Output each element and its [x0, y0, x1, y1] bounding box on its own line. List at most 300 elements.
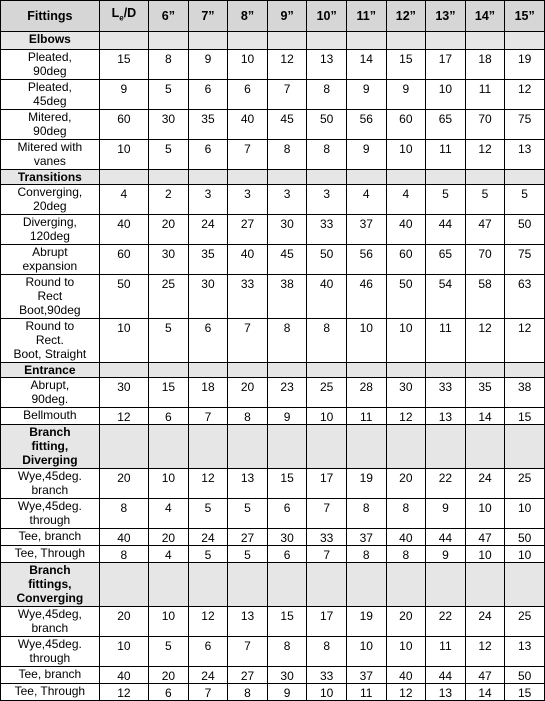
size-value: 40: [386, 215, 426, 245]
size-value: 15: [505, 408, 545, 425]
size-value: 12: [386, 684, 426, 701]
label-line: Rect: [37, 289, 63, 303]
label-line: Elbows: [28, 32, 71, 46]
section-label: [1, 563, 100, 607]
label-line: Boot, Straight: [13, 347, 87, 361]
size-value: 5: [188, 546, 228, 563]
size-value: 10: [228, 50, 268, 80]
empty-cell: [228, 32, 268, 50]
empty-cell: [267, 32, 307, 50]
table-row: [1, 110, 545, 140]
size-value: 7: [228, 637, 268, 667]
empty-cell: [267, 563, 307, 607]
fitting-name: [1, 607, 100, 637]
fitting-name: [1, 80, 100, 110]
size-header: 10”: [307, 1, 347, 32]
size-value: 7: [228, 140, 268, 170]
size-value: 6: [188, 319, 228, 363]
size-value: 45: [267, 110, 307, 140]
size-value: 40: [307, 275, 347, 319]
label-line: 120deg: [29, 229, 70, 243]
empty-cell: [228, 425, 268, 469]
size-value: 7: [228, 319, 268, 363]
table-row: [1, 275, 545, 319]
size-value: 7: [188, 408, 228, 425]
size-value: 5: [149, 80, 189, 110]
ld-value: 12: [99, 408, 148, 425]
ld-value: 8: [99, 546, 148, 563]
empty-cell: [188, 563, 228, 607]
size-value: 15: [386, 50, 426, 80]
table-row: [1, 684, 545, 701]
size-value: 10: [346, 319, 386, 363]
empty-cell: [149, 563, 189, 607]
size-value: 11: [465, 80, 505, 110]
fitting-name: [1, 529, 100, 546]
size-value: 40: [228, 245, 268, 275]
fitting-name: [1, 499, 100, 529]
size-value: 6: [188, 140, 228, 170]
size-value: 47: [465, 667, 505, 684]
empty-cell: [386, 563, 426, 607]
size-value: 9: [426, 546, 466, 563]
size-value: 14: [465, 684, 505, 701]
label-line: Converging,: [17, 185, 83, 199]
ld-header: $L_e/D$: [99, 1, 148, 32]
section-row: [1, 170, 545, 185]
ld-value: 40: [99, 529, 148, 546]
size-header: 8”: [228, 1, 268, 32]
size-value: 12: [386, 408, 426, 425]
label-line: Pleated,: [27, 50, 72, 64]
empty-cell: [99, 363, 148, 378]
size-value: 8: [307, 319, 347, 363]
size-value: 13: [307, 50, 347, 80]
size-value: 8: [307, 140, 347, 170]
size-value: 65: [426, 110, 466, 140]
empty-cell: [465, 563, 505, 607]
section-label: [1, 425, 100, 469]
empty-cell: [228, 170, 268, 185]
ld-value: 50: [99, 275, 148, 319]
size-value: 27: [228, 529, 268, 546]
size-value: 30: [188, 275, 228, 319]
label-line: Pleated,: [27, 80, 72, 94]
size-value: 20: [149, 667, 189, 684]
label-line: Round to: [25, 275, 75, 289]
label-line: Wye,45deg.: [17, 469, 82, 483]
size-value: 24: [188, 667, 228, 684]
size-value: 54: [426, 275, 466, 319]
size-value: 20: [228, 378, 268, 408]
size-value: 10: [465, 499, 505, 529]
size-value: 47: [465, 529, 505, 546]
empty-cell: [149, 32, 189, 50]
size-value: 56: [346, 245, 386, 275]
size-value: 22: [426, 469, 466, 499]
size-value: 10: [386, 637, 426, 667]
size-value: 10: [307, 684, 347, 701]
size-value: 30: [149, 110, 189, 140]
fitting-name: [1, 637, 100, 667]
table-row: [1, 469, 545, 499]
size-value: 30: [149, 245, 189, 275]
section-label: [1, 32, 100, 50]
section-row: [1, 425, 545, 469]
size-header: 11”: [346, 1, 386, 32]
size-value: 75: [505, 110, 545, 140]
size-value: 50: [307, 110, 347, 140]
ld-value: 30: [99, 378, 148, 408]
size-value: 4: [386, 185, 426, 215]
size-value: 5: [149, 140, 189, 170]
size-value: 18: [188, 378, 228, 408]
size-value: 13: [505, 140, 545, 170]
size-value: 7: [307, 546, 347, 563]
label-line: 90deg: [33, 124, 67, 138]
size-value: 17: [307, 469, 347, 499]
fitting-name: [1, 319, 100, 363]
table-row: [1, 215, 545, 245]
size-value: 17: [426, 50, 466, 80]
size-value: 33: [228, 275, 268, 319]
size-value: 50: [505, 667, 545, 684]
size-value: 25: [307, 378, 347, 408]
table-row: [1, 607, 545, 637]
size-value: 65: [426, 245, 466, 275]
size-value: 30: [267, 529, 307, 546]
size-value: 6: [188, 637, 228, 667]
empty-cell: [188, 363, 228, 378]
size-value: 27: [228, 215, 268, 245]
size-value: 33: [307, 529, 347, 546]
size-value: 24: [465, 469, 505, 499]
size-value: 24: [188, 215, 228, 245]
size-value: 38: [505, 378, 545, 408]
label-line: branch: [31, 621, 69, 635]
empty-cell: [505, 170, 545, 185]
size-value: 12: [505, 319, 545, 363]
size-value: 8: [267, 637, 307, 667]
size-value: 6: [267, 546, 307, 563]
empty-cell: [465, 32, 505, 50]
size-value: 5: [505, 185, 545, 215]
label-line: Tee, Through: [14, 546, 86, 560]
empty-cell: [188, 32, 228, 50]
size-value: 4: [149, 499, 189, 529]
label-line: Diverging: [22, 453, 78, 467]
size-value: 10: [149, 607, 189, 637]
label-line: Rect.: [35, 333, 64, 347]
size-value: 7: [188, 684, 228, 701]
empty-cell: [267, 363, 307, 378]
size-value: 8: [307, 80, 347, 110]
ld-value: 15: [99, 50, 148, 80]
table-body: [1, 32, 545, 701]
size-value: 40: [386, 667, 426, 684]
size-value: 10: [149, 469, 189, 499]
size-value: 15: [267, 469, 307, 499]
label-line: Tee, Through: [14, 684, 86, 698]
size-value: 7: [267, 80, 307, 110]
size-value: 5: [426, 185, 466, 215]
size-value: 15: [267, 607, 307, 637]
label-line: 45deg: [33, 94, 67, 108]
table-row: [1, 319, 545, 363]
empty-cell: [386, 363, 426, 378]
empty-cell: [505, 363, 545, 378]
size-value: 8: [386, 546, 426, 563]
size-value: 13: [505, 637, 545, 667]
ld-value: 20: [99, 469, 148, 499]
size-value: 5: [188, 499, 228, 529]
size-header: 13”: [426, 1, 466, 32]
empty-cell: [426, 32, 466, 50]
size-value: 47: [465, 215, 505, 245]
empty-cell: [505, 563, 545, 607]
size-value: 6: [188, 80, 228, 110]
empty-cell: [228, 363, 268, 378]
size-value: 27: [228, 667, 268, 684]
label-line: through: [29, 651, 71, 665]
size-value: 9: [267, 408, 307, 425]
size-value: 50: [505, 529, 545, 546]
fittings-header: Fittings: [1, 1, 100, 32]
size-value: 37: [346, 529, 386, 546]
fitting-name: [1, 546, 100, 563]
size-value: 11: [426, 319, 466, 363]
table-row: [1, 499, 545, 529]
empty-cell: [307, 425, 347, 469]
empty-cell: [307, 363, 347, 378]
size-value: 10: [346, 637, 386, 667]
size-value: 10: [505, 499, 545, 529]
empty-cell: [99, 170, 148, 185]
empty-cell: [426, 363, 466, 378]
label-line: 90deg.: [31, 392, 69, 406]
empty-cell: [465, 363, 505, 378]
size-value: 30: [386, 378, 426, 408]
empty-cell: [149, 170, 189, 185]
size-value: 6: [149, 684, 189, 701]
size-value: 13: [228, 607, 268, 637]
ld-value: 10: [99, 637, 148, 667]
section-row: [1, 363, 545, 378]
size-value: 8: [386, 499, 426, 529]
empty-cell: [505, 32, 545, 50]
ld-value: 60: [99, 245, 148, 275]
ld-value: 8: [99, 499, 148, 529]
size-value: 12: [188, 469, 228, 499]
table-row: [1, 529, 545, 546]
size-value: 12: [267, 50, 307, 80]
fitting-name: [1, 275, 100, 319]
size-value: 19: [346, 469, 386, 499]
size-value: 6: [228, 80, 268, 110]
size-value: 12: [465, 319, 505, 363]
empty-cell: [386, 32, 426, 50]
size-value: 3: [307, 185, 347, 215]
empty-cell: [346, 32, 386, 50]
size-value: 8: [346, 546, 386, 563]
size-value: 33: [307, 667, 347, 684]
size-value: 4: [149, 546, 189, 563]
size-value: 56: [346, 110, 386, 140]
fitting-name: [1, 110, 100, 140]
size-value: 10: [386, 140, 426, 170]
size-value: 11: [426, 140, 466, 170]
size-value: 5: [228, 499, 268, 529]
size-header: 14”: [465, 1, 505, 32]
table-row: [1, 667, 545, 684]
size-value: 35: [188, 245, 228, 275]
size-value: 9: [426, 499, 466, 529]
size-value: 50: [505, 215, 545, 245]
size-value: 44: [426, 529, 466, 546]
size-value: 13: [228, 469, 268, 499]
size-value: 5: [465, 185, 505, 215]
ld-value: 10: [99, 140, 148, 170]
fitting-name: [1, 408, 100, 425]
empty-cell: [307, 32, 347, 50]
size-value: 5: [149, 319, 189, 363]
label-line: Wye,45deg.: [17, 637, 82, 651]
label-line: Round to: [25, 319, 75, 333]
label-line: branch: [31, 483, 69, 497]
label-line: fitting,: [31, 439, 69, 453]
size-value: 17: [307, 607, 347, 637]
size-value: 22: [426, 607, 466, 637]
size-value: 8: [228, 408, 268, 425]
empty-cell: [99, 563, 148, 607]
size-value: 8: [307, 637, 347, 667]
size-value: 13: [426, 408, 466, 425]
header-row: [1, 1, 545, 32]
empty-cell: [465, 425, 505, 469]
size-value: 4: [346, 185, 386, 215]
size-value: 37: [346, 667, 386, 684]
size-value: 2: [149, 185, 189, 215]
size-value: 3: [188, 185, 228, 215]
size-value: 30: [267, 215, 307, 245]
empty-cell: [346, 363, 386, 378]
size-value: 40: [228, 110, 268, 140]
size-value: 15: [149, 378, 189, 408]
size-header: 6”: [149, 1, 189, 32]
size-value: 3: [267, 185, 307, 215]
size-header: 12”: [386, 1, 426, 32]
fitting-name: [1, 245, 100, 275]
size-value: 25: [505, 607, 545, 637]
fitting-name: [1, 378, 100, 408]
size-value: 10: [465, 546, 505, 563]
table-row: [1, 50, 545, 80]
size-value: 11: [346, 408, 386, 425]
ld-value: 40: [99, 215, 148, 245]
label-line: 90deg: [33, 64, 67, 78]
label-line: vanes: [33, 154, 66, 168]
size-value: 37: [346, 215, 386, 245]
size-value: 11: [346, 684, 386, 701]
size-value: 8: [267, 319, 307, 363]
label-line: 20deg: [33, 199, 67, 213]
size-value: 12: [188, 607, 228, 637]
size-value: 38: [267, 275, 307, 319]
size-value: 14: [465, 408, 505, 425]
size-value: 10: [505, 546, 545, 563]
fitting-name: [1, 684, 100, 701]
empty-cell: [99, 425, 148, 469]
size-value: 70: [465, 110, 505, 140]
size-value: 8: [149, 50, 189, 80]
size-value: 10: [426, 80, 466, 110]
size-value: 75: [505, 245, 545, 275]
size-value: 23: [267, 378, 307, 408]
fitting-name: [1, 215, 100, 245]
table-row: [1, 80, 545, 110]
label-line: Bellmouth: [23, 408, 77, 422]
empty-cell: [267, 170, 307, 185]
ld-value: 40: [99, 667, 148, 684]
size-value: 18: [465, 50, 505, 80]
size-value: 9: [188, 50, 228, 80]
size-value: 35: [465, 378, 505, 408]
empty-cell: [346, 425, 386, 469]
table-row: [1, 637, 545, 667]
size-header: 7”: [188, 1, 228, 32]
label-line: Branch: [29, 425, 71, 439]
size-header: 15”: [505, 1, 545, 32]
size-value: 20: [149, 215, 189, 245]
label-line: fittings,: [28, 577, 72, 591]
size-value: 5: [149, 637, 189, 667]
empty-cell: [386, 170, 426, 185]
label-line: expansion: [22, 259, 78, 273]
section-row: [1, 563, 545, 607]
empty-cell: [188, 425, 228, 469]
label-line: Entrance: [24, 363, 76, 377]
size-value: 7: [307, 499, 347, 529]
size-value: 24: [465, 607, 505, 637]
empty-cell: [307, 170, 347, 185]
empty-cell: [307, 563, 347, 607]
size-value: 24: [188, 529, 228, 546]
size-value: 6: [149, 408, 189, 425]
ld-value: 4: [99, 185, 148, 215]
size-value: 10: [386, 319, 426, 363]
size-value: 44: [426, 667, 466, 684]
size-value: 12: [505, 80, 545, 110]
label-line: Converging: [16, 591, 84, 605]
size-value: 60: [386, 110, 426, 140]
label-line: Tee, branch: [18, 529, 82, 543]
section-label: [1, 363, 100, 378]
fitting-name: [1, 185, 100, 215]
size-value: 30: [267, 667, 307, 684]
empty-cell: [99, 32, 148, 50]
ld-value: 10: [99, 319, 148, 363]
table-row: [1, 408, 545, 425]
size-value: 40: [386, 529, 426, 546]
size-value: 20: [386, 469, 426, 499]
label-line: Mitered with: [17, 140, 83, 154]
empty-cell: [228, 563, 268, 607]
label-line: Tee, branch: [18, 667, 82, 681]
size-value: 46: [346, 275, 386, 319]
label-line: Wye,45deg.: [17, 499, 82, 513]
table-row: [1, 140, 545, 170]
empty-cell: [149, 363, 189, 378]
